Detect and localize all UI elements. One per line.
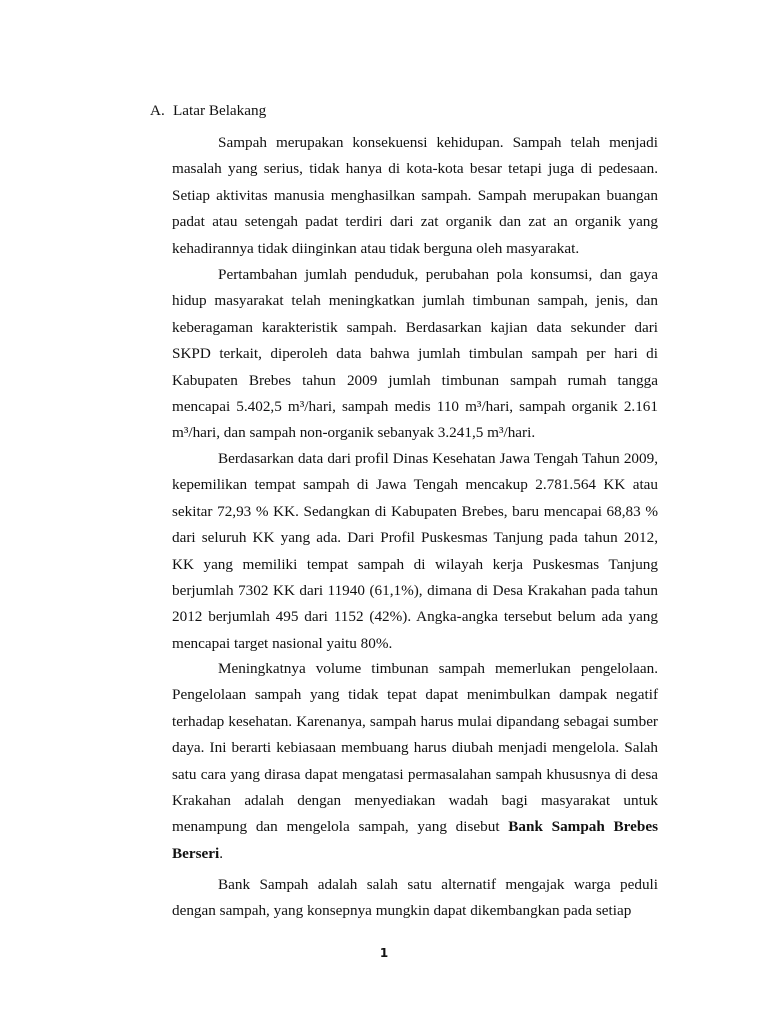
section-title: Latar Belakang — [173, 102, 267, 119]
paragraph-3: Berdasarkan data dari profil Dinas Kesehatan Jawa Tengah Tahun 2009, kepemilikan tempat sampah di Jawa Tengah mencakup 2.781.564 KK atau sekitar 72,93 % KK. Sedangkan di Kabupaten Brebes, baru mencapai 68,83 % dari seluruh KK yang ada. Dari Profil Puskesmas Tanjung pada tahun 2012, KK yang memiliki tempat sampah di wilayah kerja Puskesmas Tanjung berjumlah 7302 KK dari 11940 (61,1%), dimana di Desa Krakahan pada tahun 2012 berjumlah 495 dari 1152 (42%). Angka-angka tersebut belum ada yang mencapai target nasional yaitu 80%. — [172, 450, 658, 652]
paragraph-2: Pertambahan jumlah penduduk, perubahan pola konsumsi, dan gaya hidup masyarakat telah meningkatkan jumlah timbunan sampah, jenis, dan keberagaman karakteristik sampah. Berdasarkan kajian data sekunder dari SKPD terkait, diperoleh data bahwa jumlah timbulan sampah per hari di Kabupaten Brebes tahun 2009 jumlah timbunan sampah rumah tangga mencapai 5.402,5 m³/hari, sampah medis 110 m³/hari, sampah organik 2.161 m³/hari, dan sampah non-organik sebanyak 3.241,5 m³/hari. — [172, 266, 658, 442]
page-number: 1 — [379, 946, 389, 960]
paragraph-1: Sampah merupakan konsekuensi kehidupan. Sampah telah menjadi masalah yang serius, tidak hanya di kota-kota besar tetapi juga di pedesaan. Setiap aktivitas manusia menghasilkan sampah. Sampah merupakan buangan padat atau setengah padat terdiri dari zat organik dan zat an organik yang kehadirannya tidak diinginkan atau tidak berguna oleh masyarakat. — [172, 134, 658, 257]
paragraph-4-end: . — [219, 844, 224, 862]
paragraph-4-text: Meningkatnya volume timbunan sampah memerlukan pengelolaan. Pengelolaan sampah yang tidak tepat dapat menimbulkan dampak negatif terhadap kesehatan. Karenanya, sampah harus mulai dipandang sebagai sumber daya. Ini berarti kebiasaan membuang harus diubah menjadi mengelola. Salah satu cara yang dirasa dapat mengatasi permasalahan sampah khususnya di desa Krakahan adalah dengan menyediakan wadah bagi masyarakat untuk menampung dan mengelola sampah, yang disebut — [172, 660, 658, 836]
paragraph-5: Bank Sampah adalah salah satu alternatif mengajak warga peduli dengan sampah, yang konsepnya mungkin dapat dikembangkan pada setiap — [172, 876, 658, 920]
section-number: A. — [150, 102, 165, 119]
section-heading — [150, 101, 266, 121]
paragraph-4 — [172, 656, 658, 867]
bank-sampah-name: Bank Sampah Brebes Berseri — [172, 818, 658, 862]
